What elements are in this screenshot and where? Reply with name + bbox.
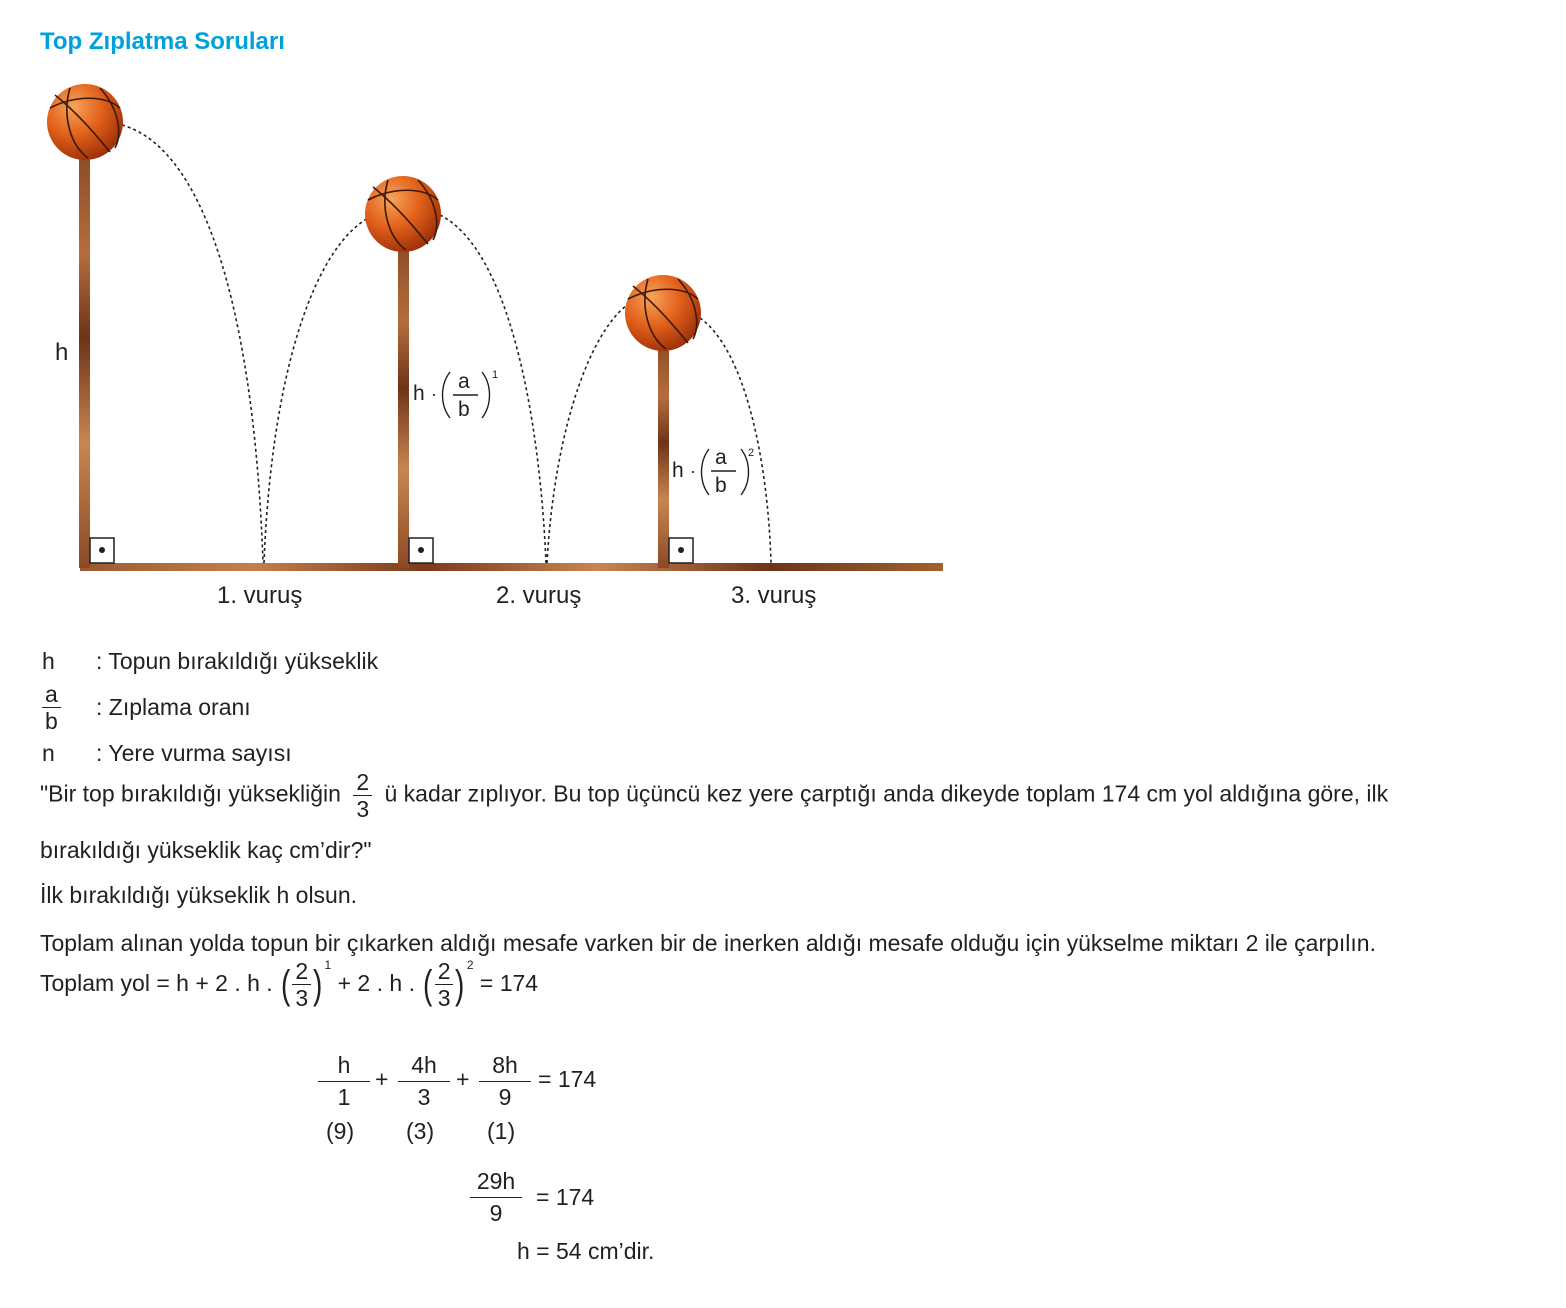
svg-text:a: a (458, 370, 470, 393)
legend-ratio-desc: : Zıplama oranı (96, 694, 251, 720)
svg-text:b: b (458, 398, 470, 421)
combined-fraction: $\frac{29h}{9}$ (470, 1168, 522, 1227)
legend-ratio-symbol: $\frac{a}{b}$ (42, 682, 61, 733)
bounce-1-label: 1. vuruş (217, 582, 303, 609)
plus-1: + (375, 1066, 389, 1092)
formula-1 (413, 369, 498, 421)
bounce-diagram (0, 0, 960, 620)
svg-text:h: h (413, 382, 425, 405)
page-title: Top Zıplatma Soruları (40, 28, 285, 55)
question-line-1: "Bir top bırakıldığı yüksekliğin $\frac{2}{3}$ ü kadar zıplıyor. Bu top üçüncü kez yere çarptığı anda dikeyde toplam 174 cm yol aldığına göre, ilk (40, 769, 1389, 823)
fraction-term-3: $\frac{8h}{9}$ (479, 1052, 531, 1111)
svg-text:2: 2 (748, 447, 755, 459)
sum-equals: = 174 (538, 1066, 597, 1092)
legend-h-symbol: h (42, 648, 55, 674)
formula-2 (672, 446, 754, 497)
multiplier-2: (3) (406, 1118, 435, 1144)
combined-equals: = 174 (536, 1184, 595, 1210)
multiplier-3: (1) (487, 1118, 516, 1144)
arc-2-up (547, 300, 635, 563)
result: h = 54 cm’dir. (517, 1238, 655, 1264)
svg-text:a: a (715, 446, 727, 469)
question-line-2: bırakıldığı yükseklik kaç cm’dir?" (40, 837, 372, 863)
arc-2-down (440, 215, 546, 563)
right-angle-marker-2 (409, 538, 433, 563)
right-angle-marker-1 (90, 538, 114, 563)
arc-1-down (122, 125, 263, 563)
plus-2: + (456, 1066, 470, 1092)
ball-2 (365, 176, 441, 252)
fraction-term-1: $\frac{h}{1}$ (318, 1052, 370, 1111)
multiplier-1: (9) (326, 1118, 355, 1144)
bounce-3-label: 3. vuruş (731, 582, 817, 609)
legend-h-desc: : Topun bırakıldığı yükseklik (96, 648, 379, 674)
h-label: h (55, 339, 69, 366)
ground-line (80, 563, 943, 571)
arc-3-down (700, 318, 771, 563)
svg-text:·: · (690, 461, 696, 481)
solution-line-1: İlk bırakıldığı yükseklik h olsun. (40, 882, 358, 908)
svg-text:1: 1 (492, 369, 499, 381)
svg-text:·: · (431, 384, 437, 404)
pole-2 (398, 240, 409, 568)
fraction-term-2: $\frac{4h}{3}$ (398, 1052, 450, 1111)
ball-1 (47, 84, 123, 160)
bounce-2-label: 2. vuruş (496, 582, 582, 609)
pole-1 (79, 150, 90, 568)
solution-line-2: Toplam alınan yolda topun bir çıkarken aldığı mesafe varken bir de inerken aldığı mesafe olduğu için yükselme miktarı 2 ile çarpılın. (40, 930, 1376, 956)
legend-n-symbol: n (42, 740, 55, 766)
arc-1-up (264, 212, 382, 563)
svg-text:h: h (672, 459, 684, 482)
svg-text:b: b (715, 474, 727, 497)
legend-n-desc: : Yere vurma sayısı (96, 740, 292, 766)
right-angle-marker-3 (669, 538, 693, 563)
ball-3 (625, 275, 701, 351)
total-path-equation: Toplam yol = h + 2 . h . ( $\frac{2}{3}$ ) $^1$ + 2 . h . ( $\frac{2}{3}$ ) $^2$ = 174 (40, 958, 539, 1012)
pole-3 (658, 340, 669, 568)
